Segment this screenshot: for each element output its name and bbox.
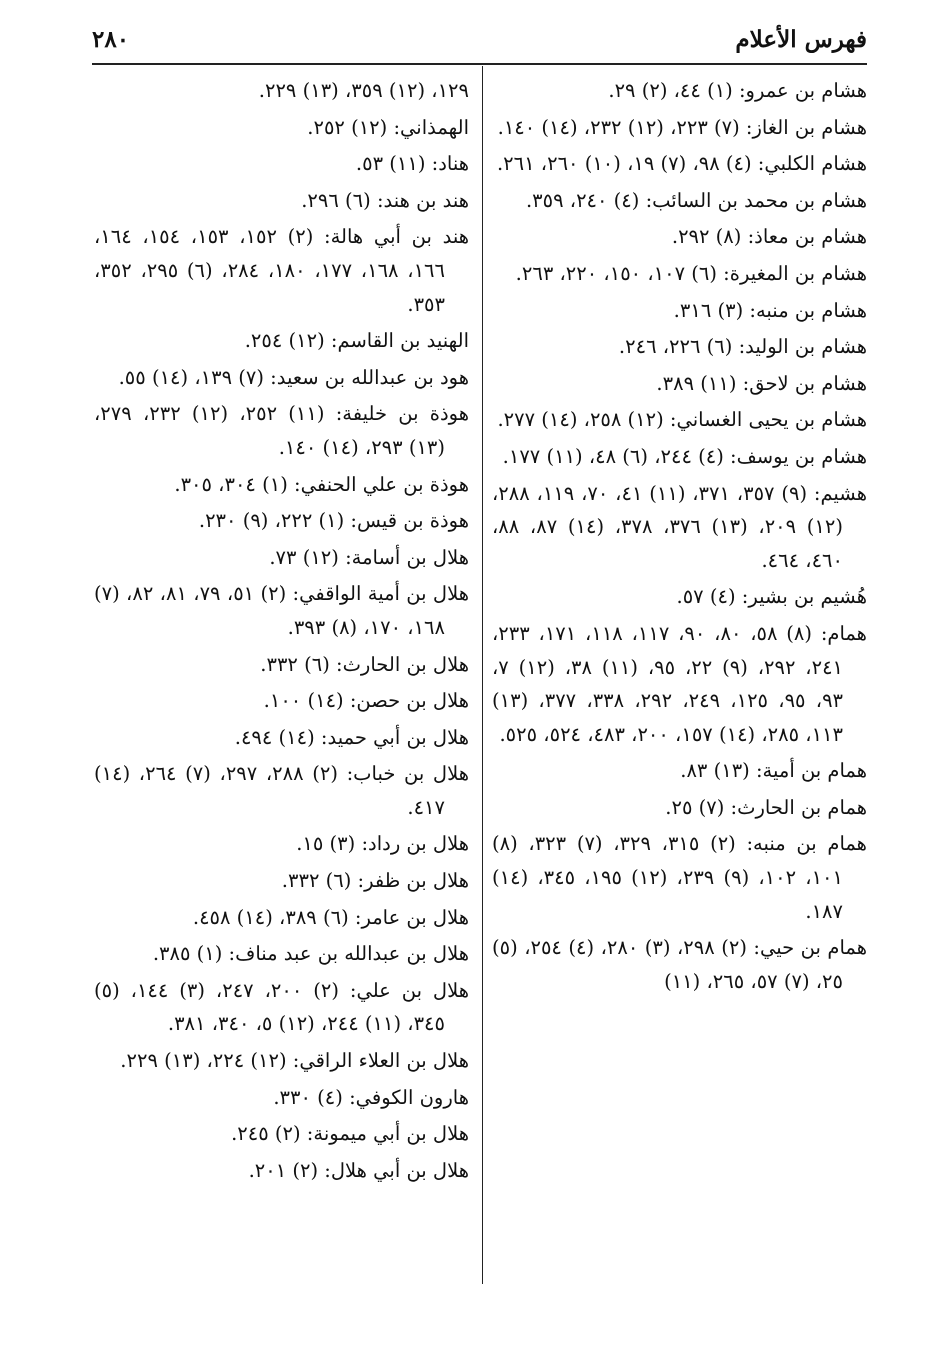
index-entry: هلال بن أسامة: (١٢) ٧٣. [269,545,469,569]
index-entry: هوذة بن قيس: (١) ٢٢٢، (٩) ٢٣٠. [198,509,469,533]
index-entry: هشام بن الوليد: (٦) ٢٢٦، ٢٤٦. [618,335,867,359]
index-entry: هشام بن الغاز: (٧) ٢٢٣، (١٢) ٢٣٢، (١٤) ١٤٠. [497,115,867,139]
index-entry: هلال بن أبي ميمونة: (٢) ٢٤٥. [231,1122,469,1146]
page-header [92,22,867,62]
index-entry: همام بن الحارث: (٧) ٢٥. [665,795,867,819]
index-entry: هلال بن عبدالله بن عبد مناف: (١) ٣٨٥. [152,942,469,966]
index-entry: هلال بن خباب: (٢) ٢٨٨، ٢٩٧، (٧) ٢٦٤، (١٤) ٤١٧. [94,762,470,819]
index-entry: هلال بن أمية الواقفي: (٢) ٥١، ٧٩، ٨١، ٨٢، (٧) ١٦٨، ١٧٠، (٨) ٣٩٣. [94,582,470,639]
left-column [94,74,469,1190]
index-entry: هشام بن يحيى الغساني: (١٢) ٢٥٨، (١٤) ٢٧٧. [497,408,867,432]
index-entry: هلال بن العلاء الراقي: (١٢) ٢٢٤، (١٣) ٢٢٩. [120,1049,469,1073]
index-entry: هلال بن رداد: (٣) ١٥. [296,832,469,856]
index-entry: هلال بن عامر: (٦) ٣٨٩، (١٤) ٤٥٨. [192,905,469,929]
page-number: ٢٨٠ [92,26,130,53]
index-entry: هوذة بن خليفة: (١١) ٢٥٢، (١٢) ٢٣٢، ٢٧٩، (١٣) ٢٩٣، (١٤) ١٤٠. [94,402,470,459]
index-entry: هلال بن أبي هلال: (٢) ٢٠١. [248,1158,469,1182]
index-entry: هشام بن لاحق: (١١) ٣٨٩. [656,371,867,395]
index-entry: هند بن هند: (٦) ٢٩٦. [301,188,469,212]
index-entry: هلال بن الحارث: (٦) ٣٣٢. [260,652,469,676]
index-entry: هشيم: (٩) ٣٥٧، ٣٧١، (١١) ٤١، ٧٠، ١١٩، ٢٨٨، (١٢) ٢٠٩، (١٣) ٣٧٦، ٣٧٨، (١٤) ٨٧، ٨٨، ٤٦٠، ٤٦٤. [492,481,867,572]
header-rule [92,63,867,65]
index-entry: ١٢٩، (١٢) ٣٥٩، (١٣) ٢٢٩. [258,79,469,102]
column-divider [482,66,483,1284]
index-entry: هلال بن ظفر: (٦) ٣٣٢. [281,869,469,893]
index-entry: هند بن أبي هالة: (٢) ١٥٢، ١٥٣، ١٥٤، ١٦٤، ١٦٦، ١٦٨، ١٧٧، ١٨٠، ٢٨٤، (٦) ٢٩٥، ٣٥٢، ٣٥٣. [94,225,470,316]
index-entry: الهمذاني: (١٢) ٢٥٢. [307,115,469,139]
index-entry: همام بن أمية: (١٣) ٨٣. [680,759,867,783]
index-entry: هود بن عبدالله بن سعيد: (٧) ١٣٩، (١٤) ٥٥. [118,365,469,389]
page-title: فهرس الأعلام [735,26,867,53]
index-entry: هشام الكلبي: (٤) ٩٨، (٧) ١٩، (١٠) ٢٦٠، ٢٦١. [496,152,867,176]
index-entry: هشام بن منبه: (٣) ٣١٦. [673,298,867,322]
index-entry: هشام بن المغيرة: (٦) ١٠٧، ١٥٠، ٢٢٠، ٢٦٣. [515,261,867,285]
index-entry: همام بن منبه: (٢) ٣١٥، ٣٢٩، (٧) ٣٢٣، (٨) ١٠١، ١٠٢، (٩) ٢٣٩، (١٢) ١٩٥، ٣٤٥، (١٤) ١٨٧. [492,832,867,923]
index-entry: هشام بن محمد بن السائب: (٤) ٢٤٠، ٣٥٩. [525,188,867,212]
index-entry: هناد: (١١) ٥٣. [355,152,469,176]
index-entry: هلال بن أبي حميد: (١٤) ٤٩٤. [234,725,469,749]
index-entry: هلال بن علي: (٢) ٢٠٠، ٢٤٧، (٣) ١٤٤، (٥) ٣٤٥، (١١) ٢٤٤، (١٢) ٥، ٣٤٠، ٣٨١. [94,978,470,1036]
index-entry: هشام بن يوسف: (٤) ٢٤٤، (٦) ٤٨، (١١) ١٧٧. [502,444,867,468]
index-entry: هوذة بن علي الحنفي: (١) ٣٠٤، ٣٠٥. [174,472,469,496]
right-column [492,74,867,1001]
index-entry: همام بن حيي: (٢) ٢٩٨، (٣) ٢٨٠، (٤) ٢٥٤، (٥) ٢٥، (٧) ٥٧، ٢٦٥، (١١) [492,936,867,993]
index-entry: هلال بن حصن: (١٤) ١٠٠. [263,689,469,713]
index-entry: الهنيد بن القاسم: (١٢) ٢٥٤. [244,329,469,353]
index-entry: هُشيم بن بشير: (٤) ٥٧. [676,585,867,609]
index-entry: همام: (٨) ٥٨، ٨٠، ٩٠، ١١٧، ١١٨، ١٧١، ٢٣٣، ٢٤١، ٢٩٢، (٩) ٢٢، ٩٥، (١١) ٣٨، (١٢) ٧، ٩٣، ٩٥، ١٢٥، ٢٤٩، ٢٩٢، ٣٣٨، ٣٧٧، (١٣) ١١٣، ٢٨٥، (١٤) ١٥٧، ٢٠٠، ٤٨٣، ٥٢٤، ٥٢٥. [492,621,867,746]
index-entry: هارون الكوفي: (٤) ٣٣٠. [273,1085,469,1109]
index-entry: هشام بن معاذ: (٨) ٢٩٢. [671,225,867,249]
index-entry: هشام بن عمرو: (١) ٤٤، (٢) ٢٩. [608,79,867,102]
